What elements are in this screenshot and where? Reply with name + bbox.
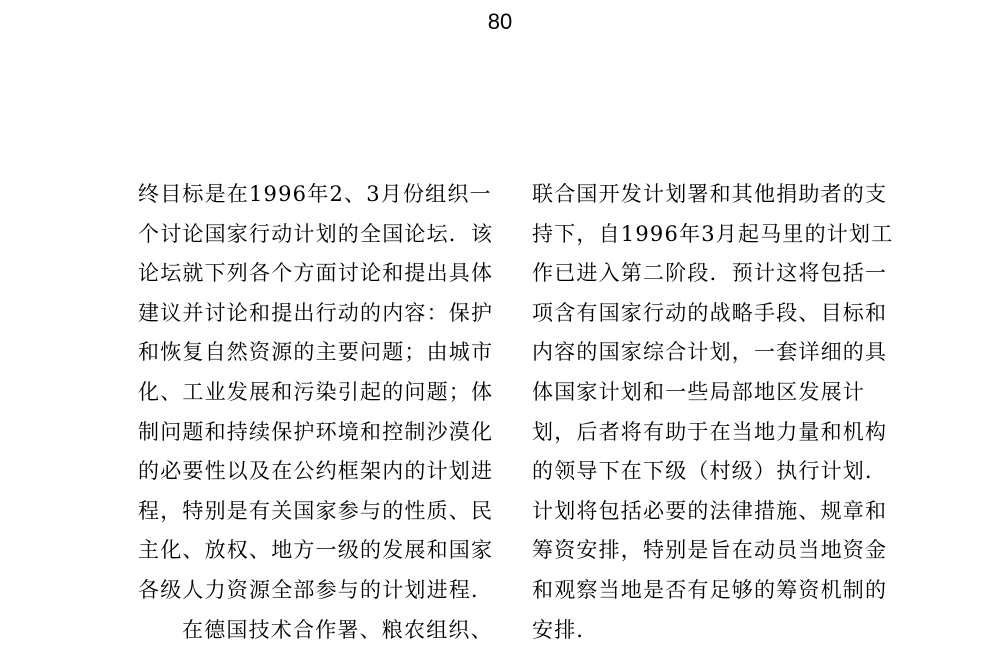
text-line: 筹资安排，特别是旨在动员当地资金 — [532, 538, 888, 563]
text-line: 终目标是在1996年2、3月份组织一 — [138, 182, 492, 206]
text-line: 各级人力资源全部参与的计划进程． — [138, 577, 494, 602]
page-number: 80 — [487, 9, 513, 34]
right-text-column — [532, 175, 892, 650]
text-line: 主化、放权、地方一级的发展和国家 — [138, 538, 494, 563]
text-line: 的领导下在下级（村级）执行计划． — [532, 459, 888, 484]
text-line: 化、工业发展和污染引起的问题；体 — [138, 379, 494, 404]
text-line: 个讨论国家行动计划的全国论坛．该 — [138, 221, 494, 246]
text-line: 计划将包括必要的法律措施、规章和 — [532, 498, 888, 523]
text-line: 和恢复自然资源的主要问题；由城市 — [138, 340, 494, 365]
paragraph-first-line: 在德国技术合作署、粮农组织、 — [182, 617, 493, 642]
text-line: 项含有国家行动的战略手段、目标和 — [532, 300, 888, 325]
text-line: 划，后者将有助于在当地力量和机构 — [532, 419, 888, 444]
text-line: 制问题和持续保护环境和控制沙漠化 — [138, 419, 494, 444]
text-line: 论坛就下列各个方面讨论和提出具体 — [138, 261, 494, 286]
text-line: 作已进入第二阶段．预计这将包括一 — [532, 261, 888, 286]
text-line: 程，特别是有关国家参与的性质、民 — [138, 498, 494, 523]
text-line: 安排． — [532, 617, 599, 642]
text-line: 的必要性以及在公约框架内的计划进 — [138, 459, 494, 484]
left-text-column — [138, 175, 498, 650]
text-line: 体国家计划和一些局部地区发展计 — [532, 379, 865, 404]
text-line: 和观察当地是否有足够的筹资机制的 — [532, 577, 888, 602]
text-line: 建议并讨论和提出行动的内容：保护 — [138, 300, 494, 325]
text-line: 联合国开发计划署和其他捐助者的支 — [532, 182, 888, 206]
text-line: 内容的国家综合计划，一套详细的具 — [532, 340, 888, 365]
text-line: 持下，自1996年3月起马里的计划工 — [532, 221, 894, 246]
